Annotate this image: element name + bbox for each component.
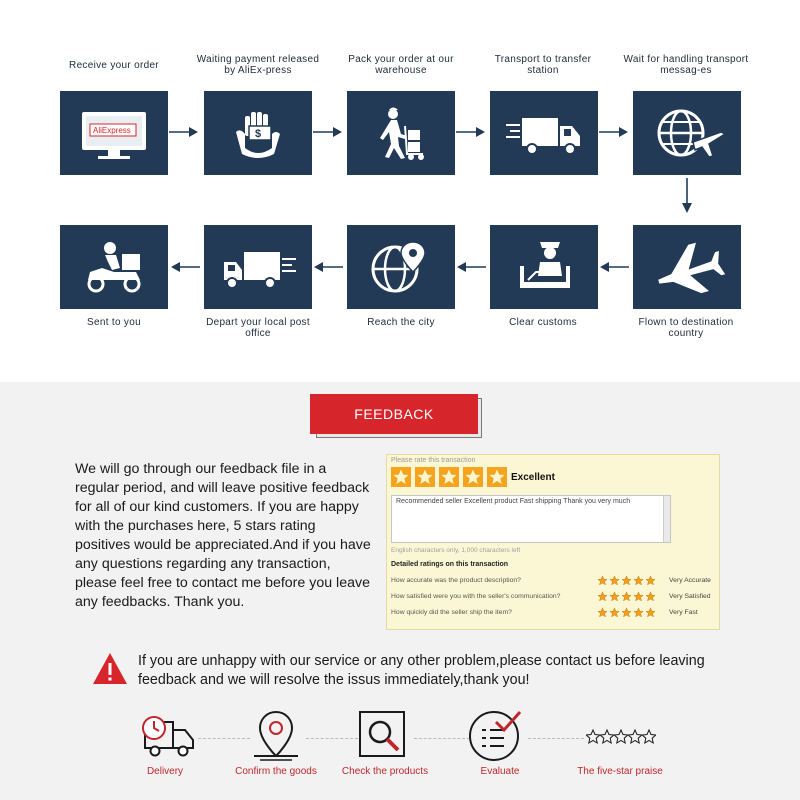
svg-text:$: $ (255, 128, 262, 140)
dashed-connector (528, 738, 584, 739)
step-label-check-products: Check the products (341, 766, 429, 777)
dashed-connector (414, 738, 470, 739)
detail-rating-row (391, 575, 717, 587)
step-label-sent-to-you: Sent to you (87, 317, 141, 328)
star-icon (633, 591, 644, 602)
step-label-reach-city: Reach the city (367, 317, 435, 328)
rating-answer: Very Satisfied (669, 593, 711, 600)
arrow-right-icon (599, 125, 629, 139)
star-icon (609, 607, 620, 618)
step-label-depart-post-office: Depart your local post office (206, 317, 310, 339)
location-pin-icon (246, 708, 306, 764)
step-box-wait-handling (633, 91, 741, 175)
step-box-depart-post-office (204, 225, 312, 309)
rating-answer: Very Fast (669, 609, 698, 616)
step-label-delivery: Delivery (146, 766, 184, 777)
arrow-right-icon (313, 125, 343, 139)
comment-text: Recommended seller Excellent product Fast shipping Thank you very much (396, 498, 631, 505)
delivery-worker-icon (361, 102, 441, 164)
checklist-icon (466, 708, 526, 764)
feedback-section (0, 382, 800, 800)
five-stars-icon (597, 591, 657, 602)
fast-truck-icon (218, 236, 298, 298)
dashed-connector (198, 738, 250, 739)
arrow-down-icon (680, 178, 694, 214)
star-icon (645, 575, 656, 586)
step-label-flown-destination: Flown to destination country (638, 317, 734, 339)
star-icon (645, 607, 656, 618)
customs-officer-icon (504, 236, 584, 298)
arrow-right-icon (456, 125, 486, 139)
rating-question: How quickly did the seller ship the item? (391, 609, 512, 616)
fast-truck-icon (504, 102, 584, 164)
step-label-evaluate: Evaluate (480, 766, 520, 777)
step-label-receive-order: Receive your order (69, 60, 159, 71)
comment-textarea[interactable] (391, 495, 671, 543)
detailed-ratings-title: Detailed ratings on this transaction (391, 561, 509, 568)
character-hint: English characters only, 1,000 characters left (391, 547, 521, 554)
courier-scooter-icon (74, 236, 154, 298)
rating-prompt: Please rate this transaction (391, 457, 476, 464)
step-label-pack-order: Pack your order at our warehouse (348, 54, 454, 76)
star-icon (487, 467, 507, 487)
arrow-left-icon (170, 260, 200, 274)
step-box-clear-customs (490, 225, 598, 309)
step-label-confirm-goods: Confirm the goods (235, 766, 317, 777)
star-icon (415, 467, 435, 487)
step-label-waiting-payment: Waiting payment released by AliEx-press (196, 54, 320, 76)
step-label-clear-customs: Clear customs (509, 317, 577, 328)
step-box-waiting-payment (204, 91, 312, 175)
star-icon (645, 591, 656, 602)
step-label-transport-station: Transport to transfer station (494, 54, 592, 76)
detail-rating-row (391, 607, 717, 619)
star-icon (597, 591, 608, 602)
step-box-pack-order (347, 91, 455, 175)
rating-question: How satisfied were you with the seller's communication? (391, 593, 561, 600)
star-icon (597, 575, 608, 586)
dashed-connector (306, 738, 358, 739)
five-stars-icon (597, 607, 657, 618)
overall-rating-label: Excellent (511, 472, 555, 483)
detail-rating-row (391, 591, 717, 603)
step-box-sent-to-you (60, 225, 168, 309)
step-label-five-star-praise: The five-star praise (577, 766, 663, 777)
arrow-left-icon (599, 260, 629, 274)
arrow-left-icon (456, 260, 486, 274)
rating-card (386, 454, 720, 630)
comment-scrollbar[interactable] (663, 496, 670, 542)
step-box-reach-city (347, 225, 455, 309)
step-label-wait-handling: Wait for handling transport messag-es (623, 54, 749, 76)
arrow-left-icon (313, 260, 343, 274)
computer-aliexpress-icon (74, 102, 154, 164)
star-icon (463, 467, 483, 487)
delivery-truck-clock-icon (137, 708, 197, 764)
rating-question: How accurate was the product description? (391, 577, 521, 584)
star-icon (609, 591, 620, 602)
rating-answer: Very Accurate (669, 577, 711, 584)
star-icon (609, 575, 620, 586)
hand-money-icon (218, 102, 298, 164)
five-stars-icon (597, 575, 657, 586)
globe-pin-icon (361, 236, 441, 298)
star-icon (391, 467, 411, 487)
step-box-flown-destination (633, 225, 741, 309)
step-box-transport-station (490, 91, 598, 175)
feedback-banner: FEEDBACK (310, 394, 478, 434)
star-icon (633, 575, 644, 586)
step-box-receive-order (60, 91, 168, 175)
star-icon (439, 467, 459, 487)
airplane-icon (647, 236, 727, 298)
arrow-right-icon (169, 125, 199, 139)
feedback-paragraph: We will go through our feedback file in a regular period, and will leave positive feedback for all of our kind customers. If you are happy with the purchases here, 5 stars rating positives would be appreciated.And if you have any questions regarding any transaction, please feel free to contact me before you leave any feedbacks. Thank you. (75, 461, 371, 610)
svg-text:AliExpress: AliExpress (93, 126, 131, 135)
star-icon (597, 607, 608, 618)
globe-plane-icon (647, 102, 727, 164)
star-icon (621, 591, 632, 602)
magnifier-box-icon (354, 708, 414, 764)
five-stars-icon (586, 708, 656, 764)
star-icon (621, 575, 632, 586)
shipping-process-section (0, 0, 800, 382)
overall-star-rating (391, 467, 511, 487)
star-icon (621, 607, 632, 618)
warning-icon (92, 652, 128, 686)
warning-message: If you are unhappy with our service or any other problem,please contact us before leaving feedback and we will resolve the issus immediately,thank you! (138, 653, 705, 688)
star-icon (633, 607, 644, 618)
